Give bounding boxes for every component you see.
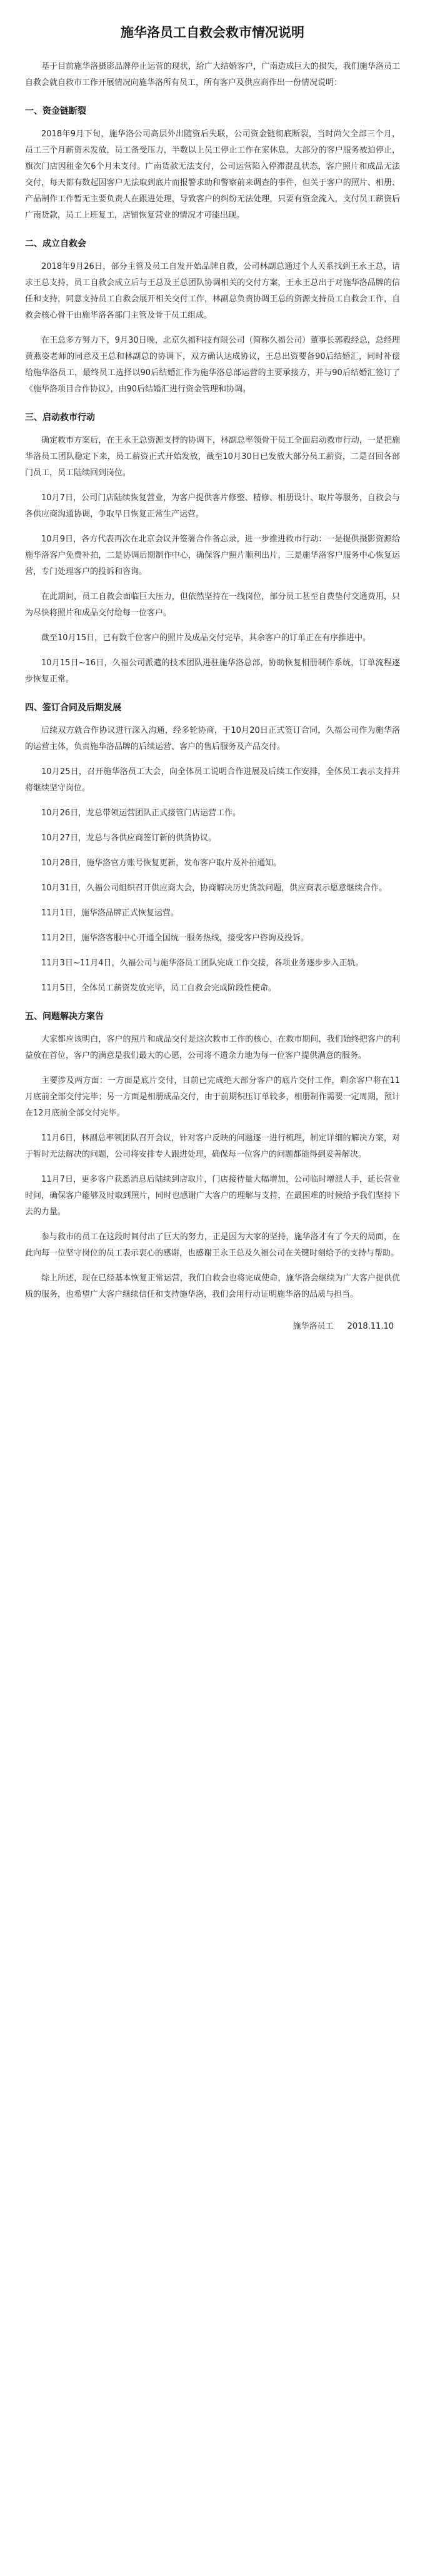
section-paragraph: 在王总多方努力下，9月30日晚，北京久福科技有限公司（简称久福公司）董事长郭毅经总，总经理黄燕姿老师的同意及王总和林副总的协调下，双方确认达成协议，王总出资要备90后结婚汇，同时补偿给施华洛员工，最终员工选择以90后结婚汇作为施华洛总部运营的主要承接方，并与90后结婚汇签订了《施华洛项目合作协议》，由90后结婚汇进行资金管理和协调。 — [25, 336, 400, 394]
section-paragraph: 11月3日~11月4日，久福公司与施华洛员工团队完成工作交接，各项业务逐步步入正轨。 — [41, 958, 364, 968]
section-paragraph: 10月25日，召开施华洛员工大会，向全体员工说明合作进展及后续工作安排，全体员工表示支持并将继续坚守岗位。 — [25, 767, 400, 793]
section-paragraph: 确定救市方案后，在王永王总资源支持的协调下，林副总率领骨干员工全面启动救市行动，一是把施华洛员工团队稳定下来，员工薪资正式开始发放，截至10月30日已发放大部分员工薪资，二是召回各部门员工，员工陆续回到岗位。 — [25, 436, 400, 478]
signature-date: 2018.11.10 — [347, 1322, 394, 1331]
section-paragraph: 11月2日，施华洛客服中心开通全国统一服务热线，接受客户咨询及投诉。 — [41, 933, 309, 943]
section-paragraph: 在此期间，员工自救会面临巨大压力，但依然坚持在一线岗位，部分员工甚至自费垫付交通费用，只为尽快将照片和成品交付给每一位客户。 — [25, 592, 400, 618]
section-paragraph: 10月7日，公司门店陆续恢复营业，为客户提供客片修整、精修、相册设计、取片等服务，自救会与各供应商沟通协调，争取早日恢复正常生产运营。 — [25, 493, 400, 519]
section-paragraph: 11月1日，施华洛品牌正式恢复运营。 — [41, 908, 179, 918]
section-paragraph: 后续双方就合作协议进行深入沟通，经多轮协商，于10月20日正式签订合同，久福公司作为施华洛的运营主体，负责施华洛品牌的后续运营、客户的售后服务及产品交付。 — [25, 726, 400, 752]
section-paragraph: 10月9日，各方代表再次在北京会议并签署合作备忘录，进一步推进救市行动：一是提供摄影资源给施华洛客户免费补拍，二是协调后期制作中心，确保客户照片顺利出片，三是施华洛客户服务中心恢复运营，专门处理客户的投诉和咨询。 — [25, 535, 400, 576]
section-heading: 三、启动救市行动 — [25, 413, 95, 423]
section-heading: 一、资金链断裂 — [25, 106, 86, 116]
section-paragraph: 大家都应该明白，客户的照片和成品交付是这次救市工作的核心，在救市期间，我们始终把客户的利益放在首位，客户的满意是我们最大的心愿，公司将不遗余力地为每一位客户提供满意的服务。 — [25, 1035, 400, 1060]
section-paragraph: 10月31日，久福公司组织召开供应商大会，协商解决历史货款问题，供应商表示愿意继续合作。 — [41, 883, 388, 893]
section-paragraph: 10月27日，龙总与各供应商签订新的供货协议。 — [41, 833, 217, 843]
section-paragraph: 11月5日，全体员工薪资发放完毕，员工自救会完成阶段性使命。 — [41, 984, 276, 993]
section-heading: 四、签订合同及后期发展 — [25, 703, 121, 713]
section-paragraph: 10月26日，龙总带领运营团队正式接管门店运营工作。 — [41, 808, 241, 818]
section-paragraph: 10月28日，施华洛官方账号恢复更新，发布客户取片及补拍通知。 — [41, 858, 282, 868]
section-paragraph: 综上所述，现在已经基本恢复正常运营，我们自救会也将完成使命，施华洛会继续为广大客户提供优质的服务，也希望广大客户继续信任和支持施华洛，我们会用行动证明施华洛的品质与担当。 — [25, 1274, 400, 1299]
section-paragraph: 10月15日~16日，久福公司派遣的技术团队进驻施华洛总部，协助恢复相册制作系统，订单流程逐步恢复正常。 — [25, 658, 400, 684]
intro-paragraph: 基于目前施华洛摄影品牌停止运营的现状，给广大结婚客户，广南造成巨大的损失，我们施华洛员工自救会就自救市工作开展情况向施华洛所有员工，所有客户及供应商作出一份情况说明： — [25, 62, 400, 88]
signature — [25, 1319, 394, 1334]
section-paragraph: 截至10月15日，已有数千位客户的照片及成品交付完毕，其余客户的订单正在有序推进中。 — [41, 633, 371, 643]
section-heading: 二、成立自救会 — [25, 239, 86, 249]
document-body — [25, 59, 400, 1303]
section-paragraph: 主要涉及两方面：一方面是底片交付，目前已完成绝大部分客户的底片交付工作，剩余客户将在11月底前全部交付完毕；另一方面是相册成品交付，由于前期积压订单较多，相册制作需要一定周期，预计在12月底前全部交付完毕。 — [25, 1076, 400, 1118]
signature-author: 施华洛员工 — [292, 1322, 334, 1331]
section-paragraph: 11月6日，林副总率领团队召开会议，针对客户反映的问题逐一进行梳理，制定详细的解决方案，对于暂时无法解决的问题，公司将安排专人跟进处理，确保每一位客户的问题都能得到妥善解决。 — [25, 1134, 400, 1159]
section-paragraph: 参与救市的员工在这段时间付出了巨大的努力，正是因为大家的坚持，施华洛才有了今天的局面，在此向每一位坚守岗位的员工表示衷心的感谢，也感谢王永王总及久福公司在关键时刻给予的支持与帮助。 — [25, 1232, 400, 1258]
section-paragraph: 11月7日，更多客户获悉消息后陆续到店取片，门店接待量大幅增加，公司临时增派人手，延长营业时间，确保客户能够及时取到照片，同时也感谢广大客户的理解与支持，在最困难的时候给予我们坚持下去的力量。 — [25, 1175, 400, 1217]
section-heading: 五、问题解决方案告 — [25, 1012, 104, 1022]
section-paragraph: 2018年9月26日，部分主管及员工自发开始品牌自救，公司林副总通过个人关系找到王永王总，请求王总支持，员工自救会成立后与王总及王总团队协调相关的交付方案，王永王总出于对施华洛品牌的信任和支持，同意支持员工自救会展开相关交付工作，林副总负责协调王总的资源支持员工自救会工作，自救会核心骨干由施华洛各部门主管及骨干员工组成。 — [25, 262, 400, 320]
section-paragraph: 2018年9月下旬，施华洛公司高层外出随资后失联，公司资金链彻底断裂，当时尚欠全部三个月，员工三个月薪资未发放，员工备受压力，半数以上员工停止工作在家休息，大部分的客户服务被迫停止，旗次门店因租金欠6个月未支付。广南货款无法支付，公司运营陷入停滞混乱状态，客户照片和成品无法交付，每天都有数起因客户无法取到底片而报警求助和警察前来调查的事件，但关于客户的照片、相册、产品制作工作暂无主要负责人在跟进处理，导致客户的纠纷无法处理，只要有资金流入，支付员工薪资后广南货款，员工上班复工，店铺恢复营业的情况才可能出现。 — [25, 129, 400, 220]
document-title: 施华洛员工自救会救市情况说明 — [121, 25, 304, 40]
